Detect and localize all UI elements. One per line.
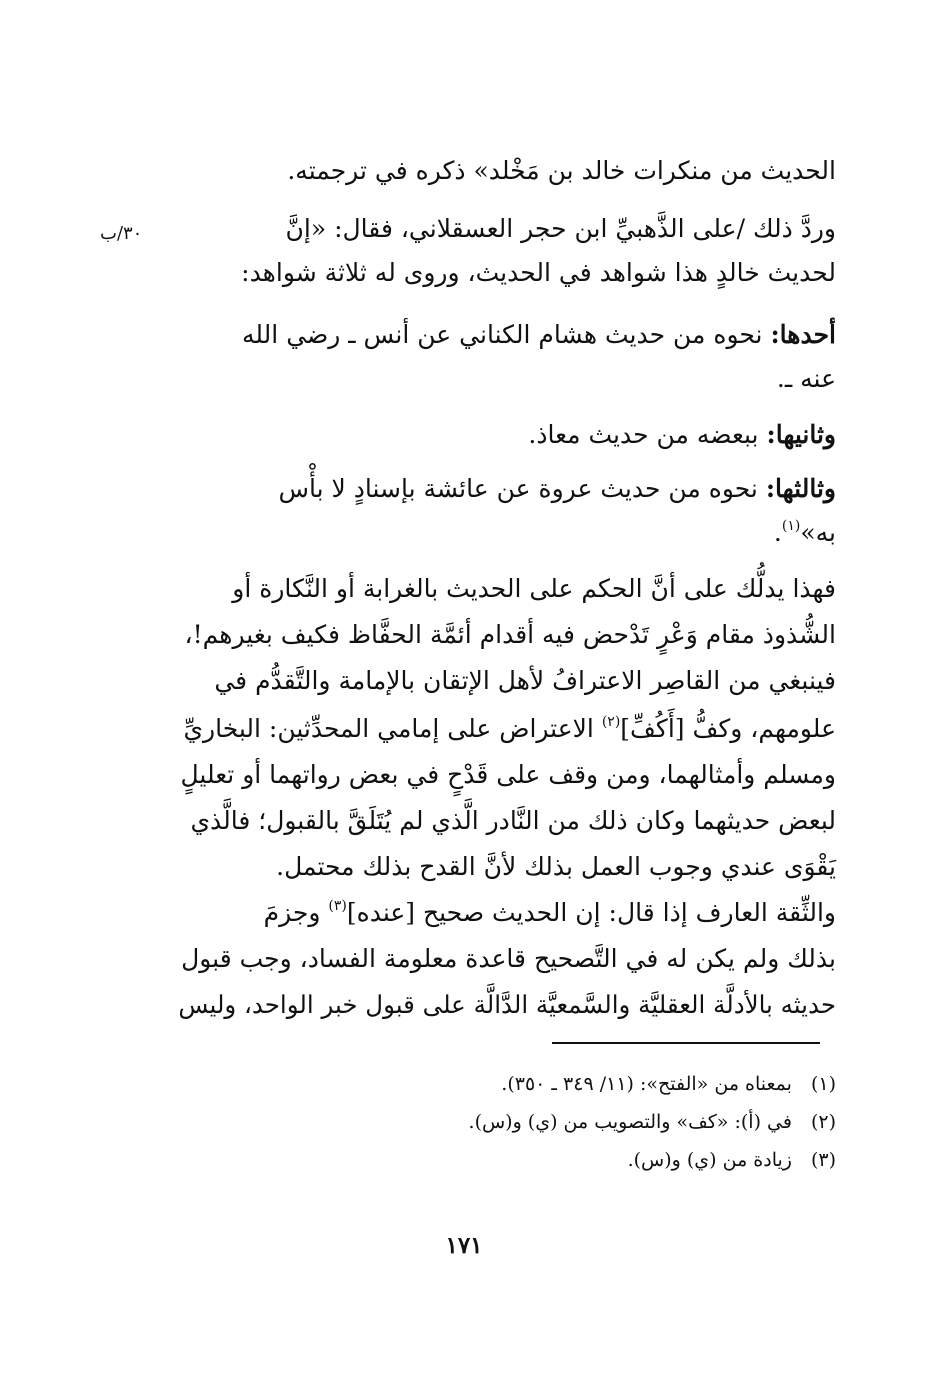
line-text: والثِّقة العارف إذا قال: إن الحديث صحيح [عنده] bbox=[346, 898, 836, 927]
footnote-number: (٢) bbox=[810, 1111, 836, 1133]
body-line bbox=[171, 316, 836, 354]
enumeration-label: وثالثها: bbox=[765, 474, 836, 503]
margin-folio-note: ٣٠/ب bbox=[100, 223, 143, 244]
body-line: عنه ـ. bbox=[776, 364, 836, 393]
body-line bbox=[171, 210, 836, 248]
line-text: علومهم، وكفُّ [أَكُفِّ] bbox=[620, 714, 836, 743]
footnote-number: (٣) bbox=[810, 1149, 836, 1171]
line-text: وجزمَ bbox=[263, 898, 321, 927]
footnote-text: زيادة من (ي) و(س). bbox=[627, 1149, 792, 1171]
body-line bbox=[171, 710, 836, 748]
footnote-text: بمعناه من «الفتح»: (١١/ ٣٤٩ ـ ٣٥٠). bbox=[501, 1073, 792, 1095]
line-text: ببعضه من حديث معاذ. bbox=[528, 420, 759, 449]
line-text: به» bbox=[800, 518, 836, 547]
body-line: ومسلم وأمثالهما، ومن وقف على قَدْحٍ في بعض رواتهما أو تعليلٍ bbox=[180, 760, 836, 789]
footnote-number: (١) bbox=[810, 1073, 836, 1095]
footnote bbox=[501, 1070, 836, 1098]
footnote bbox=[628, 1146, 836, 1174]
footnote-ref: (٢) bbox=[601, 714, 621, 730]
page-number: ١٧١ bbox=[445, 1232, 483, 1259]
line-text: نحوه من حديث هشام الكناني عن أنس ـ رضي الله bbox=[242, 320, 763, 349]
footnote bbox=[469, 1108, 836, 1136]
line-text: وردَّ ذلك /على الذَّهبيِّ ابن حجر العسقلاني، فقال: «إنَّ bbox=[285, 214, 836, 243]
body-line bbox=[171, 894, 836, 932]
body-line: فهذا يدلُّك على أنَّ الحكم على الحديث بالغرابة أو النَّكارة أو bbox=[232, 574, 836, 603]
body-line: فينبغي من القاصِر الاعترافُ لأهل الإتقان بالإمامة والتَّقدُّم في bbox=[214, 666, 836, 695]
body-line: يَقْوَى عندي وجوب العمل بذلك لأنَّ القدح بذلك محتمل. bbox=[276, 852, 836, 881]
body-line: الحديث من منكرات خالد بن مَخْلد» ذكره في ترجمته. bbox=[287, 156, 836, 185]
footnote-separator bbox=[552, 1042, 820, 1044]
body-line bbox=[171, 514, 836, 552]
footnote-ref: (٣) bbox=[328, 898, 347, 914]
footnote-ref: (١) bbox=[781, 518, 801, 534]
body-line: بذلك ولم يكن له في التَّصحيح قاعدة معلومة الفساد، وجب قبول bbox=[181, 944, 836, 973]
body-line bbox=[171, 416, 836, 454]
body-line: لحديث خالدٍ هذا شواهد في الحديث، وروى له ثلاثة شواهد: bbox=[241, 258, 836, 287]
body-line: حديثه بالأدلَّة العقليَّة والسَّمعيَّة الدَّالَّة على قبول خبر الواحد، وليس bbox=[178, 990, 836, 1019]
enumeration-label: أحدها: bbox=[770, 320, 836, 349]
footnote-text: في (أ): «كف» والتصويب من (ي) و(س). bbox=[468, 1111, 792, 1133]
body-line: الشُّذوذ مقام وَعْرٍ تَدْحض فيه أقدام أئمَّة الحفَّاظ فكيف بغيرهم!، bbox=[184, 620, 836, 649]
line-text: الاعتراض على إمامي المحدِّثين: البخاريِّ bbox=[183, 714, 594, 743]
enumeration-label: وثانيها: bbox=[766, 420, 836, 449]
body-line bbox=[171, 470, 836, 508]
line-text: نحوه من حديث عروة عن عائشة بإسنادٍ لا بأْس bbox=[278, 474, 758, 503]
body-line: لبعض حديثهما وكان ذلك من النَّادر الَّذي لم يُتَلَقَّ بالقبول؛ فالَّذي bbox=[190, 806, 836, 835]
line-text: . bbox=[773, 518, 782, 547]
